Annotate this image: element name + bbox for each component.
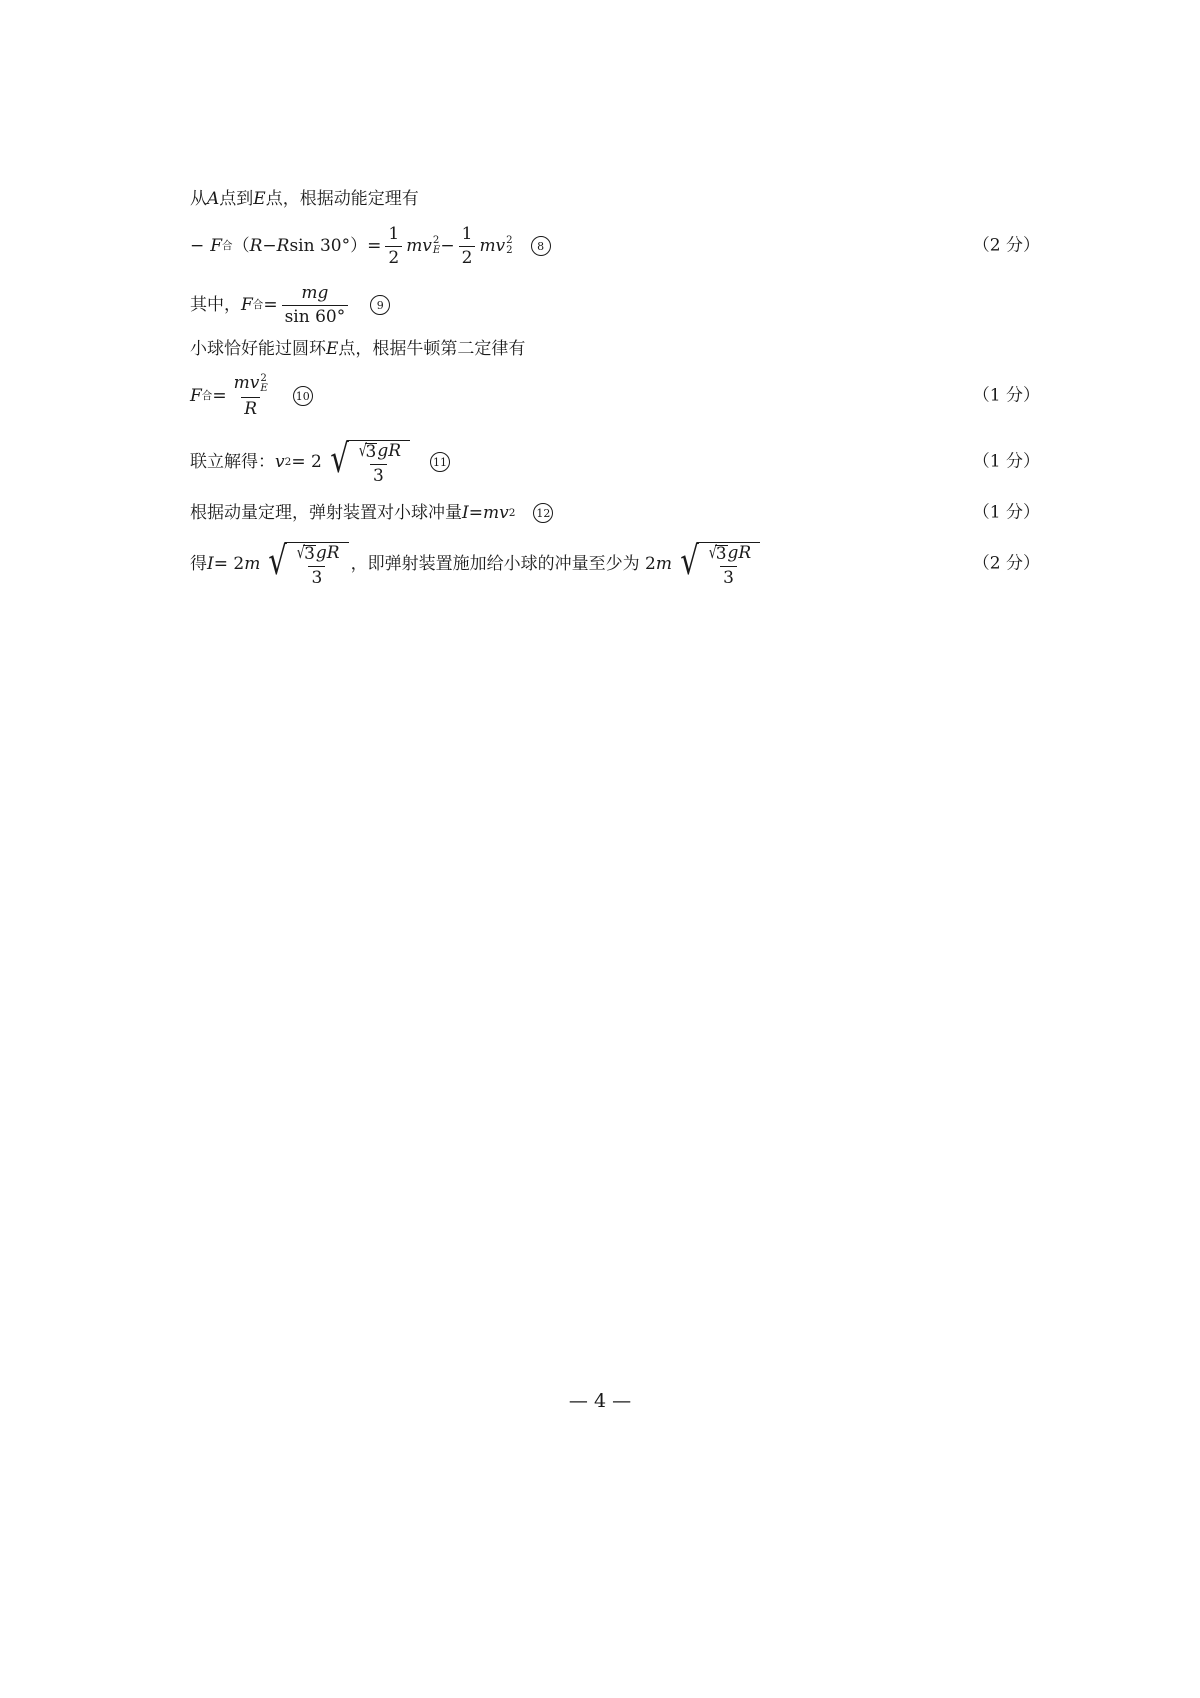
- fraction-half-2: [459, 223, 476, 268]
- inner-radicand: 3: [365, 441, 377, 462]
- fraction-denominator: 2: [459, 246, 476, 267]
- fraction-denominator: sin 60°: [282, 305, 349, 326]
- inner-radicand: 3: [715, 543, 727, 564]
- force-subscript: 合: [252, 298, 264, 311]
- line7-text: 根据动量定理，弹射装置对小球冲量: [190, 502, 462, 523]
- equation-number-12: 12: [533, 503, 553, 523]
- line8-text-b: ，即弹射装置施加给小球的冲量至少为 2: [350, 553, 656, 574]
- velocity-symbol: v: [275, 451, 285, 472]
- fraction-half-1: [385, 223, 402, 268]
- neg-sign: −: [190, 235, 205, 256]
- mass-symbol: m: [655, 553, 672, 574]
- minus-sign-2: −: [440, 235, 455, 256]
- equals-sign: =: [468, 502, 483, 523]
- ve-superscript: 2: [432, 235, 440, 247]
- impulse-symbol: I: [207, 553, 214, 574]
- fraction-numerator: [703, 542, 754, 566]
- equation-12-line: [190, 498, 1040, 528]
- fraction-numerator: 1: [461, 223, 473, 244]
- fraction-denominator: 3: [370, 464, 387, 485]
- equation-8: [190, 223, 551, 268]
- score-label: （1 分）: [972, 451, 1040, 472]
- radius-symbol: R: [249, 235, 263, 256]
- mv-term-2: mv: [479, 235, 506, 256]
- equation-number-11: 11: [430, 452, 450, 472]
- ve-subscript: E: [432, 245, 441, 256]
- equation-11: [275, 436, 450, 486]
- fraction-numerator: [231, 374, 271, 396]
- v2-indices: [506, 236, 512, 255]
- line3-text: 其中，: [190, 294, 241, 315]
- fraction-sqrt3gr-3: [353, 440, 404, 486]
- fraction-sqrt3gr-3: [291, 542, 342, 588]
- point-a-symbol: A: [207, 188, 220, 209]
- paren-open: （: [232, 235, 250, 256]
- inner-radicand: 3: [304, 543, 315, 564]
- line1-text-a: 从: [190, 188, 207, 209]
- inner-sqrt: √ 3: [296, 542, 315, 564]
- sin-term: sin 30°: [289, 235, 351, 256]
- radicand: [697, 542, 760, 587]
- fraction-numerator: mg: [301, 282, 329, 303]
- line1-text-c: 点，根据动能定理有: [265, 188, 419, 209]
- page-number: — 4 —: [568, 1390, 632, 1412]
- equation-9: [241, 282, 390, 327]
- point-e-symbol: E: [253, 188, 266, 209]
- ve-subscript: E: [260, 383, 268, 394]
- equals-coefficient: = 2: [291, 451, 322, 472]
- radical-sign: √: [330, 436, 349, 482]
- force-symbol: F: [190, 385, 202, 406]
- text-line-1: [190, 186, 1040, 212]
- radical-sign: √: [680, 538, 699, 584]
- fraction-denominator: 3: [308, 566, 325, 587]
- equals-sign: =: [212, 385, 227, 406]
- velocity-subscript: 2: [284, 455, 292, 468]
- radicand: [285, 542, 348, 587]
- fraction-numerator: 1: [388, 223, 400, 244]
- equation-number-10: 10: [293, 386, 313, 406]
- gr-term: gR: [315, 542, 340, 563]
- solution-body: [190, 186, 1040, 592]
- force-symbol: F: [210, 235, 223, 256]
- equals-coefficient: = 2: [213, 553, 245, 574]
- fraction-denominator: R: [241, 397, 260, 418]
- v2-subscript: 2: [506, 245, 513, 256]
- velocity-subscript: 2: [508, 506, 516, 519]
- ve-superscript: 2: [260, 373, 267, 385]
- text-line-4: [190, 336, 1040, 362]
- score-label: （1 分）: [972, 385, 1040, 406]
- impulse-symbol: I: [462, 502, 469, 523]
- line8-text-a: 得: [190, 553, 207, 574]
- impulse-equation: [207, 538, 351, 588]
- fraction-mg-sin60: [282, 282, 349, 327]
- fraction-sqrt3gr-3: [703, 542, 754, 588]
- equation-9-line: [190, 280, 1040, 330]
- inner-sqrt: √ 3: [708, 542, 727, 564]
- equation-8-line: [190, 218, 1040, 274]
- radicand: [347, 440, 410, 485]
- line4-text-a: 小球恰好能过圆环: [190, 338, 326, 359]
- ve-indices: [260, 374, 267, 393]
- force-subscript: 合: [201, 389, 213, 402]
- fraction-numerator: [353, 440, 404, 464]
- score-label: （2 分）: [972, 235, 1040, 256]
- minus-sign: −: [262, 235, 277, 256]
- fraction-numerator: [291, 542, 342, 566]
- v2-superscript: 2: [506, 235, 513, 247]
- inner-sqrt: √ 3: [358, 440, 377, 462]
- equals-sign: =: [367, 235, 382, 256]
- force-subscript: 合: [222, 239, 233, 252]
- mass-symbol: m: [244, 553, 261, 574]
- equation-12: [462, 503, 553, 523]
- force-symbol: F: [241, 294, 253, 315]
- final-result-line: [190, 536, 1040, 592]
- sqrt-expression: [674, 538, 760, 588]
- line1-text-b: 点到: [219, 188, 254, 209]
- score-label: （1 分）: [972, 502, 1040, 523]
- mv-term-1: mv: [406, 235, 432, 256]
- sqrt-expression: [324, 436, 410, 486]
- fraction-denominator: 2: [385, 246, 402, 267]
- point-e-symbol: E: [326, 338, 339, 359]
- equation-10: [190, 374, 313, 417]
- equation-10-line: [190, 368, 1040, 424]
- fraction-denominator: 3: [720, 566, 737, 587]
- sqrt-expression: [262, 538, 348, 588]
- equation-11-line: [190, 432, 1040, 492]
- score-label: （2 分）: [972, 553, 1040, 574]
- mv-term: mv: [233, 373, 260, 394]
- gr-term: gR: [377, 440, 402, 461]
- line4-text-b: 点，根据牛顿第二定律有: [338, 338, 526, 359]
- mv-term: mv: [482, 502, 509, 523]
- impulse-min-expression: [655, 538, 762, 588]
- radius-symbol-2: R: [276, 235, 290, 256]
- fraction-mv2-r: [231, 374, 271, 417]
- gr-term: gR: [727, 542, 752, 563]
- radical-sign: √: [268, 538, 288, 584]
- equation-number-9: 9: [370, 295, 390, 315]
- paren-close: ）: [350, 235, 368, 256]
- equation-number-8: 8: [531, 236, 551, 256]
- ve-indices: [433, 236, 440, 255]
- equals-sign: =: [263, 294, 278, 315]
- line6-text: 联立解得：: [190, 451, 275, 472]
